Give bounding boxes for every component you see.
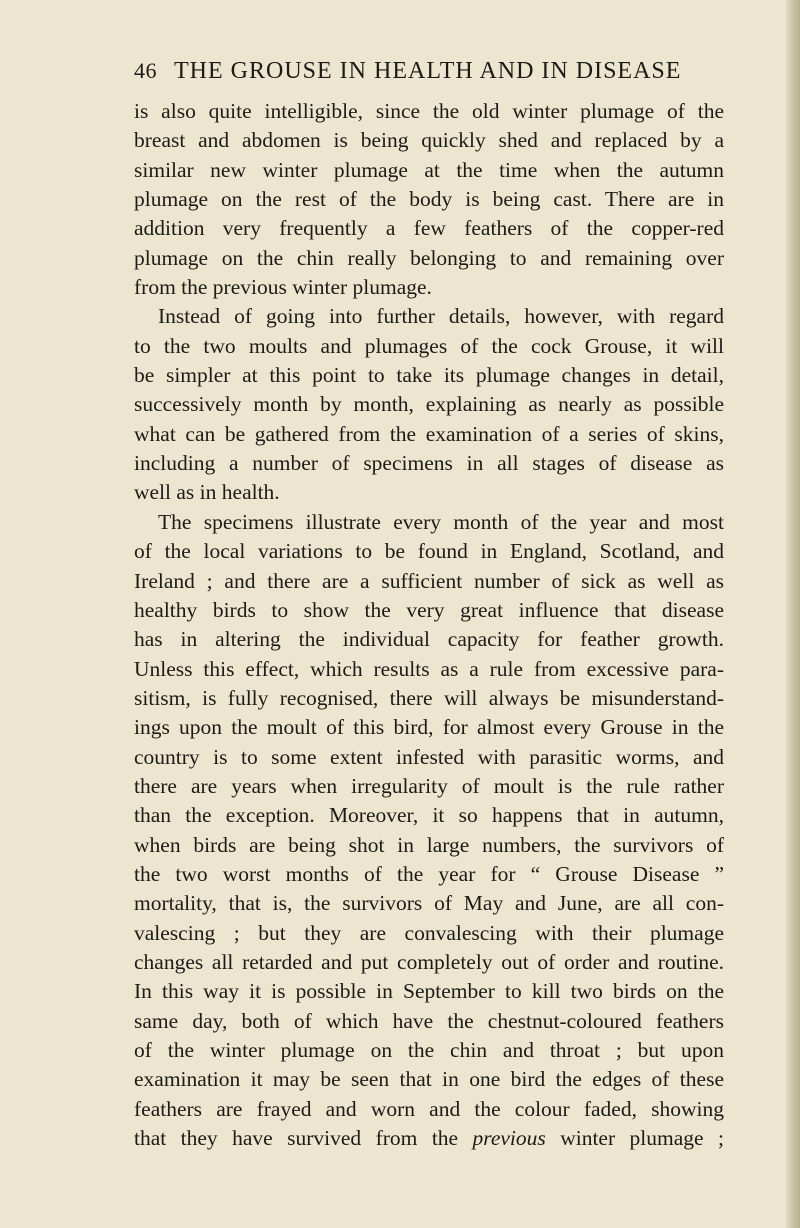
text-line: what can be gathered from the examination of a series of skins, [134, 421, 724, 446]
final-line-start: that they have survived from the [134, 1126, 473, 1151]
text-line: from the previous winter plumage. [134, 275, 432, 300]
text-line: country is to some extent infested with parasitic worms, and [134, 744, 724, 769]
text-line: similar new winter plumage at the time when the autumn [134, 157, 724, 182]
text-line: mortality, that is, the survivors of May and June, are all con- [134, 891, 724, 916]
text-line: breast and abdomen is being quickly shed and replaced by a [134, 128, 724, 153]
text-line: changes all retarded and put completely out of order and routine. [134, 949, 724, 974]
text-line: there are years when irregularity of moult is the rule rather [134, 773, 724, 798]
text-line: Ireland ; and there are a sufficient number of sick as well as [134, 568, 724, 593]
emphasized-word: previous [472, 1126, 546, 1151]
text-line: of the local variations to be found in England, Scotland, and [134, 539, 724, 564]
text-line: the two worst months of the year for “ Grouse Disease ” [134, 861, 724, 886]
running-title: THE GROUSE IN HEALTH AND IN DISEASE [174, 58, 682, 84]
text-line: Unless this effect, which results as a rule from excessive para- [134, 656, 724, 681]
text-line: plumage on the rest of the body is being cast. There are in [134, 187, 724, 212]
text-line: plumage on the chin really belonging to and remaining over [134, 245, 724, 270]
text-line: feathers are frayed and worn and the colour faded, showing [134, 1096, 724, 1121]
body-text [134, 97, 724, 1153]
text-line: including a number of specimens in all stages of disease as [134, 451, 724, 476]
paragraph-start-line: Instead of going into further details, however, with regard [158, 304, 724, 329]
page-header [134, 58, 724, 94]
text-line: has in altering the individual capacity for feather growth. [134, 627, 724, 652]
text-line: than the exception. Moreover, it so happens that in autumn, [134, 803, 724, 828]
text-line: examination it may be seen that in one bird the edges of these [134, 1067, 724, 1092]
text-line: In this way it is possible in September to kill two birds on the [134, 979, 724, 1004]
text-line: sitism, is fully recognised, there will always be misunderstand- [134, 685, 724, 710]
text-line: addition very frequently a few feathers of the copper-red [134, 216, 724, 241]
final-text-line [134, 1124, 724, 1153]
text-line: same day, both of which have the chestnut-coloured feathers [134, 1008, 724, 1033]
text-line: when birds are being shot in large numbers, the survivors of [134, 832, 724, 857]
text-line: be simpler at this point to take its plumage changes in detail, [134, 363, 724, 388]
final-line-end: winter plumage ; [545, 1126, 724, 1151]
text-line: is also quite intelligible, since the old winter plumage of the [134, 99, 724, 123]
paragraph-start-line: The specimens illustrate every month of the year and most [158, 509, 724, 534]
text-line: valescing ; but they are convalescing with their plumage [134, 920, 724, 945]
text-line: of the winter plumage on the chin and throat ; but upon [134, 1038, 724, 1062]
page-edge-shadow [786, 0, 800, 1228]
text-line: ings upon the moult of this bird, for almost every Grouse in the [134, 715, 724, 740]
text-line: healthy birds to show the very great influence that disease [134, 597, 724, 622]
text-line: to the two moults and plumages of the cock Grouse, it will [134, 333, 724, 358]
text-line: successively month by month, explaining as nearly as possible [134, 392, 724, 417]
text-line: well as in health. [134, 480, 280, 505]
page-number: 46 [134, 58, 157, 83]
